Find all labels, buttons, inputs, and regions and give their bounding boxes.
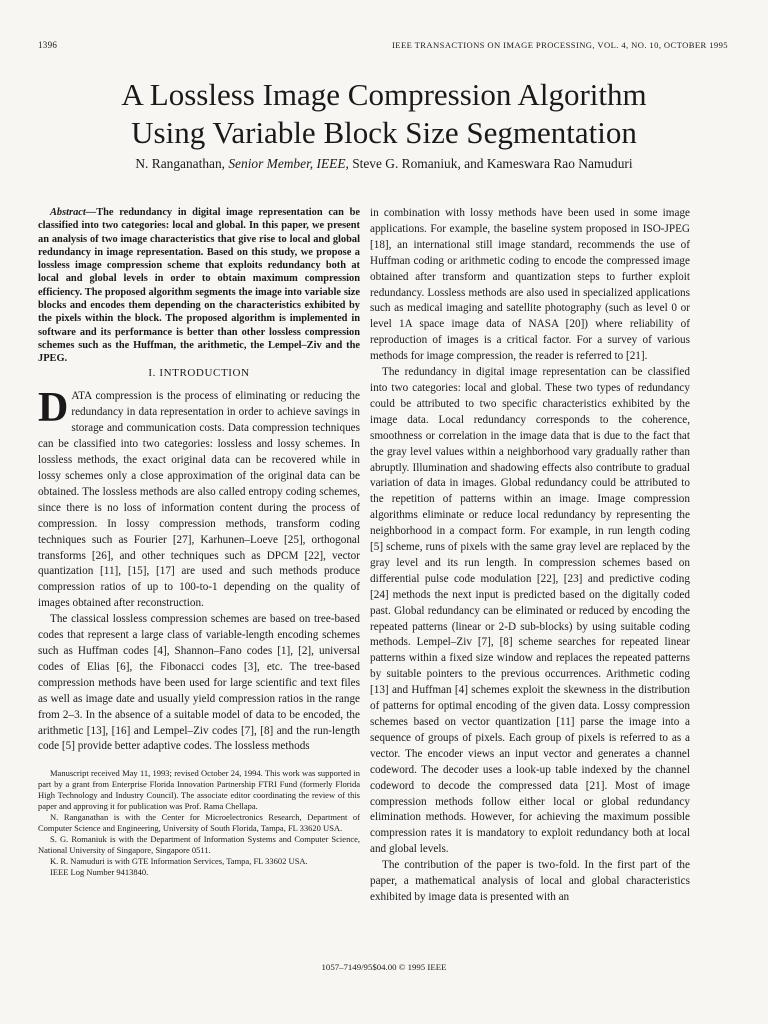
page-number: 1396 (38, 40, 58, 50)
left-column (38, 206, 360, 878)
author-1-title: Senior Member, IEEE, (228, 156, 349, 171)
section-heading-introduction: I. INTRODUCTION (148, 366, 250, 379)
footnotes (38, 768, 360, 878)
other-authors: Steve G. Romaniuk, and Kameswara Rao Namuduri (348, 156, 633, 171)
title-line-1: A Lossless Image Compression Algorithm (121, 77, 647, 112)
running-header: IEEE TRANSACTIONS ON IMAGE PROCESSING, VOL. 4, NO. 10, OCTOBER 1995 (392, 40, 728, 50)
right-column (370, 206, 690, 906)
copyright-footer: 1057–7149/95$04.00 © 1995 IEEE (321, 962, 447, 972)
paper-title (0, 76, 768, 152)
right-paragraph-3: The contribution of the paper is two-fold. In the first part of the paper, a mathematical analysis of local and global characteristics exhibited by image data is presented with an (370, 859, 690, 903)
footnote-author-1: N. Ranganathan is with the Center for Microelectronics Research, Department of Computer Science and Engineering, University of South Florida, Tampa, FL 33620 USA. (38, 812, 360, 834)
title-line-2: Using Variable Block Size Segmentation (131, 115, 637, 150)
right-paragraph-2: The redundancy in digital image representation can be classified into two categories: local and global. These two types of redundancy could be attributed to two specific characteristics exhibited by the image data. Local redundancy corresponds to the coherence, smoothness or correlation in the image data that is due to the fact that the gray level values within a neighborhood vary gradually rather than abruptly. Illumination and shadowing effects also contribute to gradual variation of data in images. Global redundancy could be attributed to the repetition of patterns within an image. Image compression algorithms eliminate or reduce local redundancy by representing the neighborhood in a compact form. For example, in run length coding [5] scheme, runs of pixels with the same gray level are replaced by the gray level and its run length. In compression schemes based on differential pulse code modulation [22], [23] and predictive coding [24] methods the next input is predicted based on the digitally coded past. Global redundancy can be eliminated or reduced by encoding the repeated patterns (linear or 2-D sub-blocks) by using suitable coding methods. Lempel–Ziv [7], [8] scheme searches for repeated linear patterns within a fixed size window and replaces the repeated patterns by suitable pointers to the previous occurrences. Arithmetic coding [13] and Huffman [4] schemes exploit the skewness in the distribution of patterns for optimal encoding of the given data. Lossy compression schemes based on vector quantization [11] parse the image into a sequence of groups of pixels. Each group of pixels is referred to as a vector. The encoder views an input vector and generates a channel codeword. The decoder uses a look-up table indexed by the channel codeword to decode the compressed data [21]. Most of image compression methods follow either local or global redundancy elimination methods. However, for achieving the maximum possible compression rates it is mandatory to exploit redundancy both at local and global levels. (370, 366, 690, 856)
intro-paragraph-1 (38, 385, 360, 612)
author-1: N. Ranganathan, (135, 156, 229, 171)
author-list (0, 156, 768, 172)
abstract-label: Abstract— (50, 207, 97, 218)
right-paragraph-1: in combination with lossy methods have been used in some image applications. For example, the baseline system proposed in ISO-JPEG [18], an international still image standard, recommends the use of Huffman coding or arithmetic coding to encode the compressed image obtained after transform and quantization steps to further exploit redundancy. Lossless methods are also used in specialized applications such as medical imaging and satellite photography (such as level 0 or level 1A space image data of NASA [20]) where reliability of reproduction of images is a critical factor. For a survey of various methods for image compression, the reader is referred to [21]. (370, 207, 690, 363)
abstract-text: The redundancy in digital image representation can be classified into two categories: local and global. In this paper, we present an analysis of two image characteristics that give rise to local and global redundancy in image representation. Based on this study, we propose a lossless image compression scheme that exploits redundancy both at local and global levels in order to obtain maximum compression efficiency. The proposed algorithm segments the image into variable size blocks and encodes them depending on the characteristics exhibited by the pixels within the block. The proposed algorithm is implemented in software and its performance is better than other lossless compression schemes such as the Huffman, the arithmetic, the Lempel–Ziv and the JPEG. (38, 207, 360, 365)
footnote-author-2: S. G. Romaniuk is with the Department of Information Systems and Computer Science, National University of Singapore, Singapore 0511. (38, 834, 360, 856)
intro-paragraph-1-text: ATA compression is the process of eliminating or reducing the redundancy in data representation in order to achieve savings in storage and communication costs. Data compression techniques can be classified into two categories: lossless and lossy schemes. In lossless methods, the exact original data can be recovered while in lossy schemes only a close approximation of the original data can be obtained. The lossless methods are also called entropy coding schemes, since there is no loss of information content during the process of compression. In lossy compression methods, transform coding techniques such as Fourier [27], Karhunen–Loeve [25], orthogonal transforms [26], and other techniques such as DPCM [22], vector quantization [11], [15], [17] are used and such methods produce compression ratios of up to 100-to-1 depending on the quality of images obtained after reconstruction. (38, 390, 360, 610)
abstract (38, 206, 360, 366)
drop-cap: D (38, 385, 69, 432)
footnote-author-3: K. R. Namuduri is with GTE Information Services, Tampa, FL 33602 USA. (50, 856, 308, 867)
footnote-manuscript: Manuscript received May 11, 1993; revised October 24, 1994. This work was supported in part by a grant from Enterprise Florida Innovation Partnership FTRI Fund (formerly Florida High Technology and Industry Council). The associate editor coordinating the review of this paper and approving it for publication was Prof. Rama Chellapa. (38, 768, 360, 812)
footnote-log-number: IEEE Log Number 9413840. (50, 867, 149, 878)
intro-paragraph-2: The classical lossless compression schemes are based on tree-based codes that represent a large class of variable-length encoding schemes such as Huffman codes [4], Shannon–Fano codes [1], [2], universal codes of Elias [6], the Fibonacci codes [3], etc. The tree-based compression methods have been used for large scientific and text files as well as image date and usually yield compression ratios in the range from 2–3. In the absence of a suitable model of data to be encoded, the arithmetic [13], [16] and Lempel–Ziv codes [7], [8] and the run-length code [5] provide better adaptive codes. The lossless methods (38, 613, 360, 753)
